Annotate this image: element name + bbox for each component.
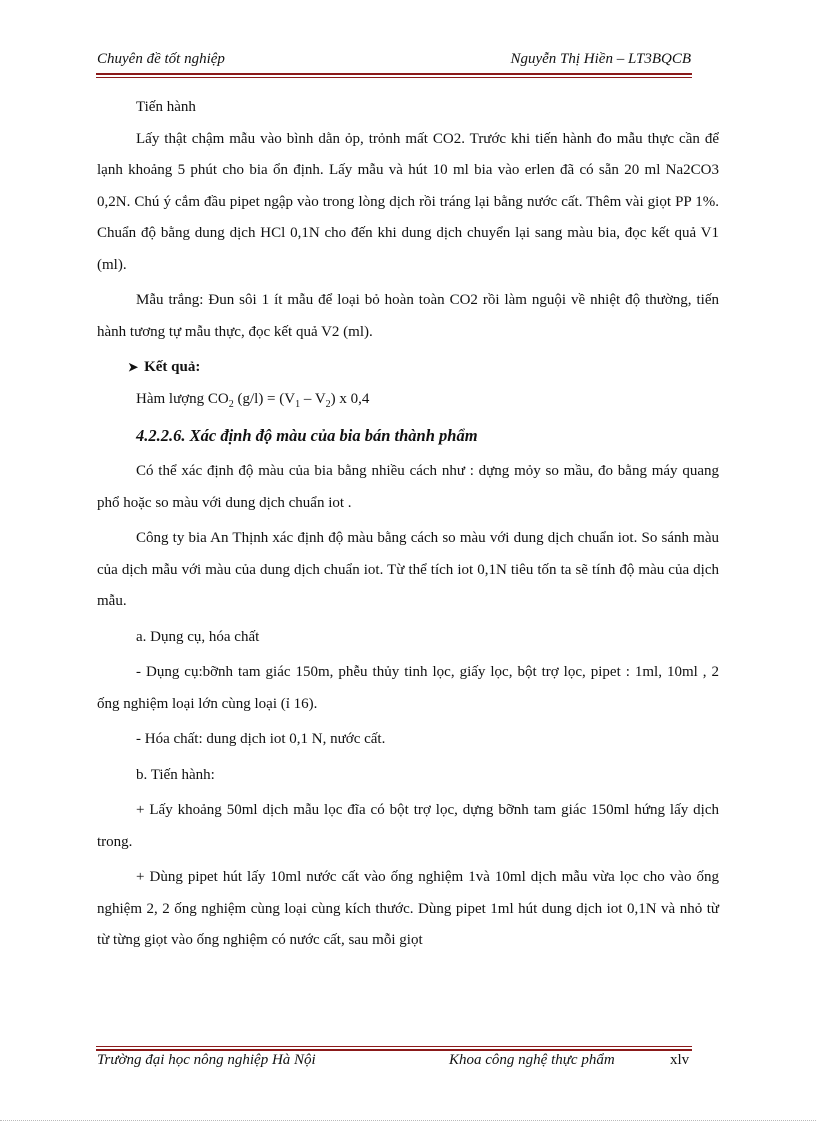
footer-faculty: Khoa công nghệ thực phẩm <box>449 1052 615 1068</box>
formula-co2: Hàm lượng $CO_2$ $(g/l) = (V_1 - V_2)$ x 0,4 <box>136 390 370 410</box>
page-header <box>97 47 693 73</box>
page-footer <box>97 1052 693 1076</box>
footer-university: Trường đại học nông nghiệp Hà Nội <box>97 1052 316 1068</box>
arrow-bullet-icon: ➤ <box>128 360 139 374</box>
footer-rule <box>96 1049 692 1051</box>
result-label: ➤ Kết quả: <box>128 352 719 384</box>
header-rule-thin <box>96 77 692 78</box>
paragraph-company-method: Công ty bia An Thịnh xác định độ màu bằng cách so màu với dung dịch chuẩn iot. So sánh màu của dịch mẫu với màu của dung dịch chuẩn iot. Từ thể tích iot 0,1N tiêu tốn ta sẽ tính độ màu của dịch mẫu. <box>97 530 719 609</box>
paragraph-blank-sample: Mẫu trắng: Đun sôi 1 ít mẫu để loại bỏ hoàn toàn CO2 rồi làm nguội về nhiệt độ thường, tiến hành tương tự mẫu thực, đọc kết quả V2 (ml). <box>97 292 719 340</box>
footer-rule-thin <box>96 1046 692 1047</box>
page-number: xlv <box>670 1052 690 1068</box>
page-bottom-edge <box>0 1120 816 1121</box>
paragraph-tools-title: a. Dụng cụ, hóa chất <box>136 628 260 645</box>
header-title: Chuyên đề tốt nghiệp <box>97 51 225 67</box>
paragraph-tools: - Dụng cụ:bỡnh tam giác 150m, phễu thủy tinh lọc, giấy lọc, bột trợ lọc, pipet : 1ml, 10ml , 2 ống nghiệm loại lớn cùng loại (ỉ 16). <box>97 664 719 712</box>
paragraph-chemicals: - Hóa chất: dung dịch iot 0,1 N, nước cất. <box>136 731 386 747</box>
paragraph-steps-title: b. Tiến hành: <box>136 766 215 783</box>
paragraph-step-2: + Dùng pipet hút lấy 10ml nước cất vào ống nghiệm 1và 10ml dịch mẫu vừa lọc cho vào ống nghiệm 2, 2 ống nghiệm cùng loại cùng kích thước. Dùng pipet 1ml hút dung dịch iot 0,1N và nhỏ từ từ từng giọt vào ống nghiệm có nước cất, sau mỗi giọt <box>97 869 719 948</box>
header-rule <box>96 73 692 75</box>
paragraph-procedure: Lấy thật chậm mẫu vào bình dằn ỏp, trỏnh mất CO2. Trước khi tiến hành đo mẫu thực cần để lạnh khoảng 5 phút cho bia ổn định. Lấy mẫu và hút 10 ml bia vào erlen đã có sẵn 20 ml Na2CO3 0,2N. Chú ý cắm đầu pipet ngập vào trong lòng dịch rồi tráng lại bằng nước cất. Thêm vài giọt PP 1%. Chuẩn độ bằng dung dịch HCl 0,1N cho đến khi dung dịch chuyển lại sang màu bia, đọc kết quả V1 (ml). <box>97 130 719 273</box>
section-heading: 4.2.2.6. Xác định độ màu của bia bán thành phẩm <box>136 426 478 445</box>
paragraph-procedure-title: Tiến hành <box>136 99 196 115</box>
paragraph-color-methods: Có thể xác định độ màu của bia bằng nhiều cách như : dựng mỏy so mầu, đo bằng máy quang phổ hoặc so màu với dung dịch chuẩn iot . <box>97 463 719 511</box>
paragraph-step-1: + Lấy khoảng 50ml dịch mẫu lọc đĩa có bột trợ lọc, dựng bỡnh tam giác 150ml hứng lấy dịch trong. <box>97 802 719 850</box>
page-body <box>97 92 719 957</box>
header-author: Nguyễn Thị Hiền – LT3BQCB <box>510 51 691 67</box>
